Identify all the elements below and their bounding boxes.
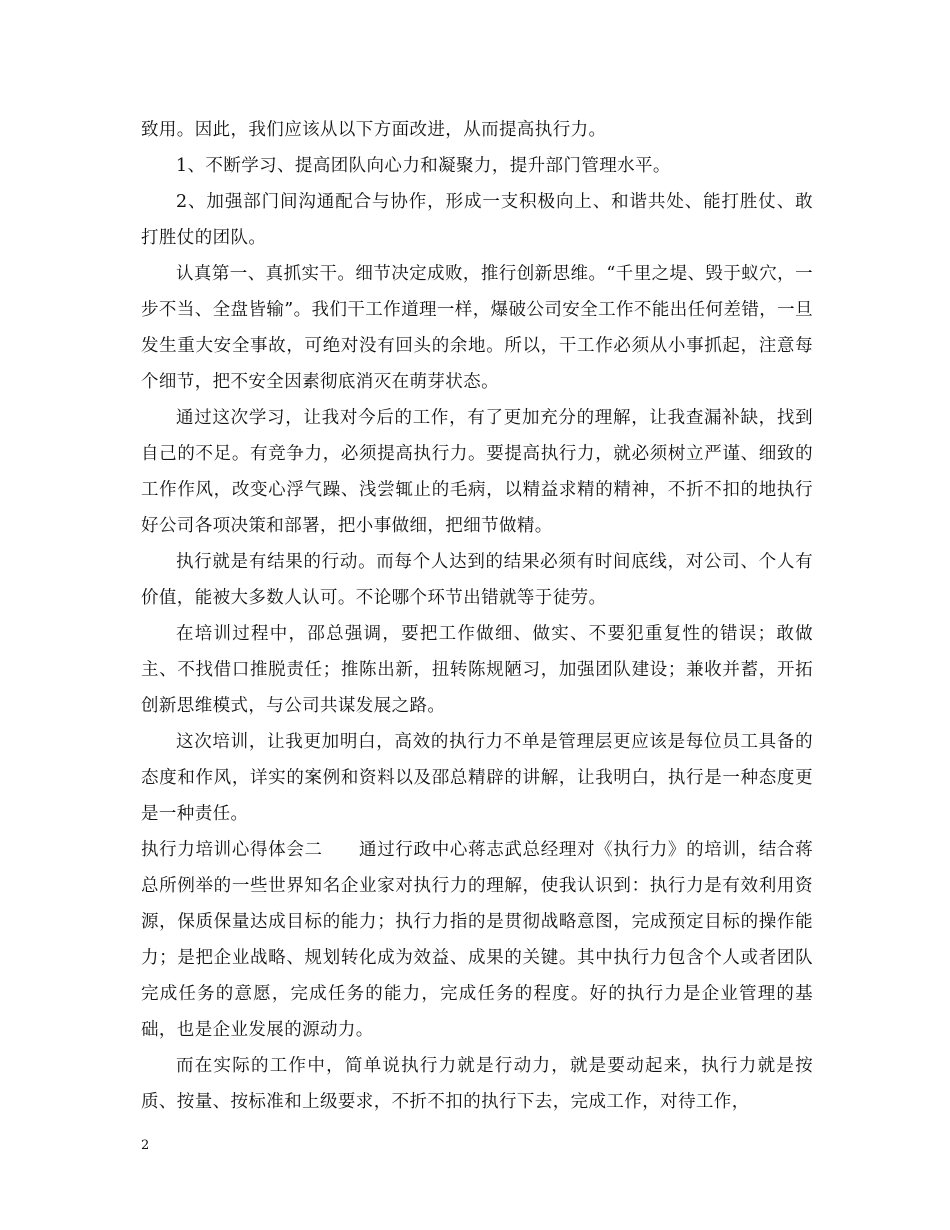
paragraph: 通过这次学习，让我对今后的工作，有了更加充分的理解，让我查漏补缺，找到自己的不足。有竞争力，必须提高执行力。要提高执行力，就必须树立严谨、细致的工作作风，改变心浮气躁、浅尝辄止的毛病，以精益求精的精神，不折不扣的地执行好公司各项决策和部署，把小事做细，把细节做精。 bbox=[141, 408, 813, 536]
paragraph: 在培训过程中，邵总强调，要把工作做细、做实、不要犯重复性的错误；敢做主、不找借口推脱责任；推陈出新，扭转陈规陋习，加强团队建设；兼收并蓄，开拓创新思维模式，与公司共谋发展之路。 bbox=[141, 624, 813, 716]
page-body bbox=[141, 112, 813, 1120]
paragraph: 2、加强部门间沟通配合与协作，形成一支积极向上、和谐共处、能打胜仗、敢打胜仗的团队。 bbox=[141, 192, 813, 248]
paragraph: 致用。因此，我们应该从以下方面改进，从而提高执行力。 bbox=[141, 120, 607, 140]
paragraph: 这次培训，让我更加明白，高效的执行力不单是管理层更应该是每位员工具备的态度和作风，详实的案例和资料以及邵总精辟的讲解，让我明白，执行是一种态度更是一种责任。 bbox=[141, 732, 813, 824]
paragraph: 1、不断学习、提高团队向心力和凝聚力，提升部门管理水平。 bbox=[176, 156, 671, 176]
section-heading-paragraph: 执行力培训心得体会二 通过行政中心蒋志武总经理对《执行力》的培训，结合蒋总所例举的一些世界知名企业家对执行力的理解，使我认识到：执行力是有效利用资源，保质保量达成目标的能力；执行力指的是贯彻战略意图，完成预定目标的操作能力；是把企业战略、规划转化成为效益、成果的关键。其中执行力包含个人或者团队完成任务的意愿，完成任务的能力，完成任务的程度。好的执行力是企业管理的基础，也是企业发展的源动力。 bbox=[141, 840, 813, 1040]
paragraph: 执行就是有结果的行动。而每个人达到的结果必须有时间底线，对公司、个人有价值，能被大多数人认可。不论哪个环节出错就等于徒劳。 bbox=[141, 552, 813, 608]
paragraph: 而在实际的工作中，简单说执行力就是行动力，就是要动起来，执行力就是按质、按量、按标准和上级要求，不折不扣的执行下去，完成工作，对待工作， bbox=[141, 1056, 813, 1112]
page-number: 2 bbox=[141, 1138, 150, 1153]
paragraph: 认真第一、真抓实干。细节决定成败，推行创新思维。“千里之堤、毁于蚁穴，一步不当、全盘皆输”。我们干工作道理一样，爆破公司安全工作不能出任何差错，一旦发生重大安全事故，可绝对没有回头的余地。所以，干工作必须从小事抓起，注意每个细节，把不安全因素彻底消灭在萌芽状态。 bbox=[141, 264, 813, 392]
